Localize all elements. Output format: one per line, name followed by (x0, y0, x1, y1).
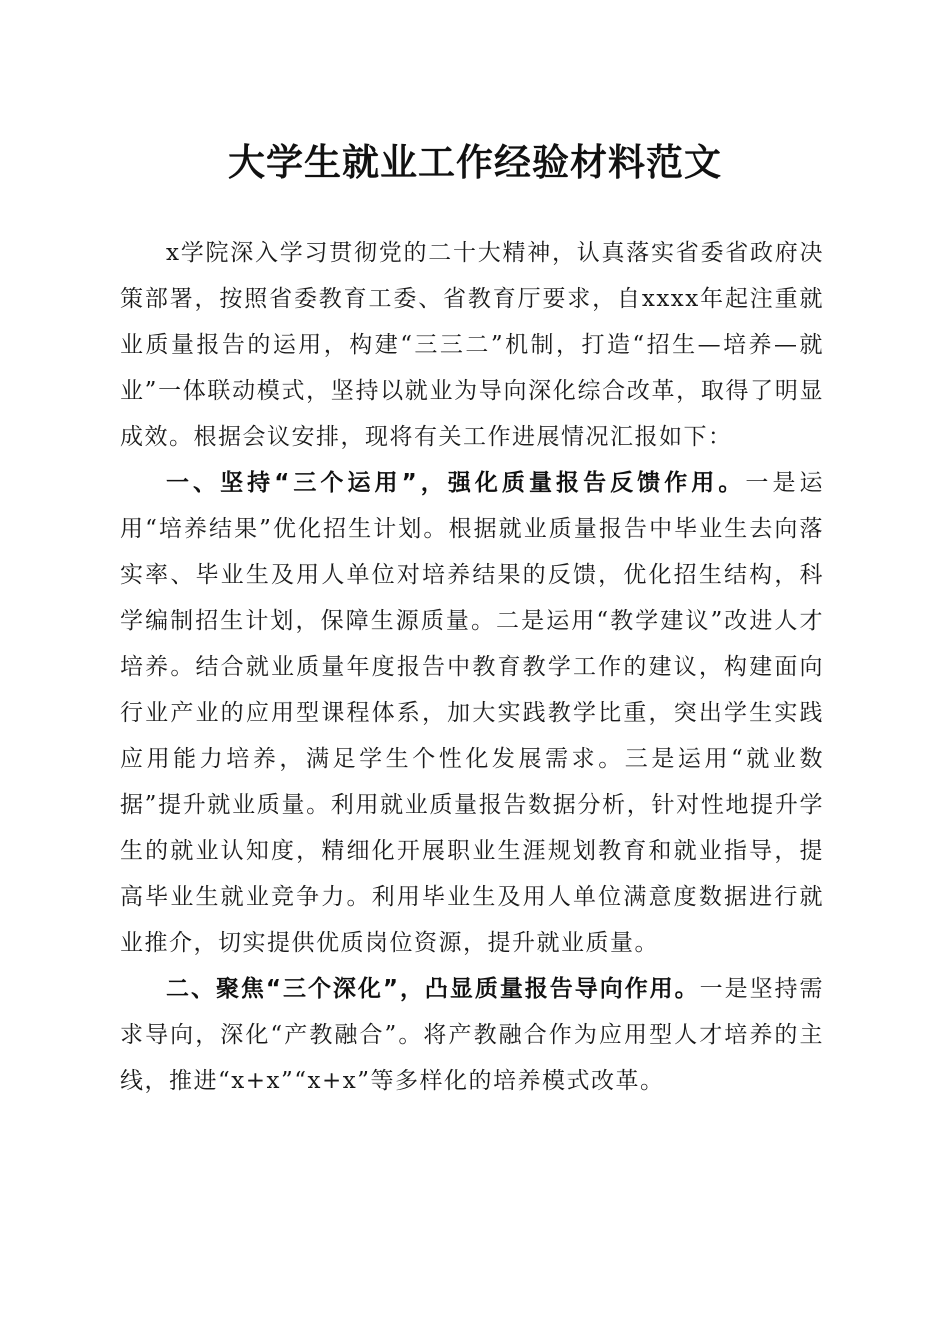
document-body (120, 230, 824, 1104)
section-heading: 二、聚焦“三个深化”，凸显质量报告导向作用。 (166, 976, 700, 1002)
section-two-paragraph (120, 966, 824, 1104)
paragraph-text: 一是运用“培养结果”优化招生计划。根据就业质量报告中毕业生去向落实率、毕业生及用人单位对培养结果的反馈，优化招生结构，科学编制招生计划，保障生源质量。二是运用“教学建议”改进人才培养。结合就业质量年度报告中教育教学工作的建议，构建面向行业产业的应用型课程体系，加大实践教学比重，突出学生实践应用能力培养，满足学生个性化发展需求。三是运用“就业数据”提升就业质量。利用就业质量报告数据分析，针对性地提升学生的就业认知度，精细化开展职业生涯规划教育和就业指导，提高毕业生就业竞争力。利用毕业生及用人单位满意度数据进行就业推介，切实提供优质岗位资源，提升就业质量。 (120, 470, 825, 956)
section-heading: 一、坚持“三个运用”，强化质量报告反馈作用。 (166, 470, 746, 496)
paragraph-text: x学院深入学习贯彻党的二十大精神，认真落实省委省政府决策部署，按照省委教育工委、省教育厅要求，自xxxx年起注重就业质量报告的运用，构建“三三二”机制，打造“招生—培养—就业”一体联动模式，坚持以就业为导向深化综合改革，取得了明显成效。根据会议安排，现将有关工作进展情况汇报如下： (120, 240, 824, 450)
paragraph-text: 一是坚持需求导向，深化“产教融合”。将产教融合作为应用型人才培养的主线，推进“x+x”“x+x”等多样化的培养模式改革。 (120, 976, 825, 1094)
intro-paragraph (120, 230, 824, 460)
section-one-paragraph (120, 460, 824, 966)
document-title: 大学生就业工作经验材料范文 (228, 140, 722, 184)
